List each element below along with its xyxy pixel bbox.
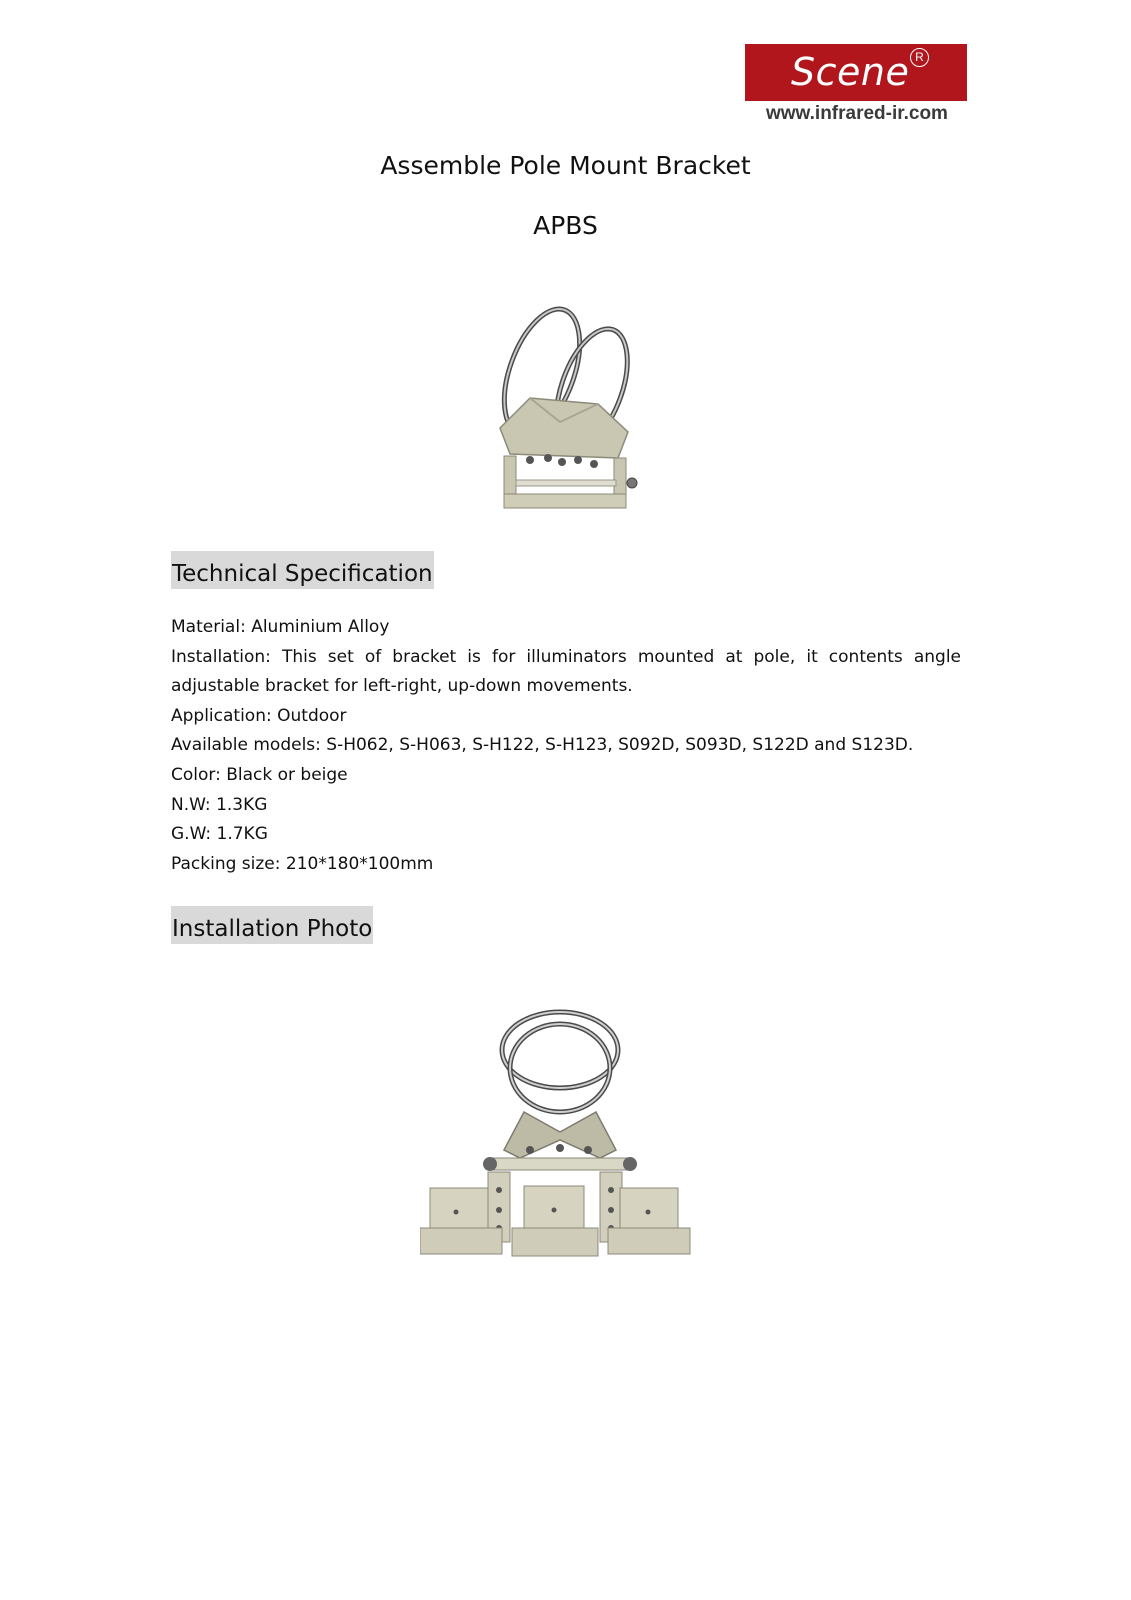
page-title: Assemble Pole Mount Bracket xyxy=(380,151,751,180)
model-name: APBS xyxy=(533,211,598,240)
spec-application: Application: Outdoor xyxy=(171,705,347,726)
spec-gross-weight: G.W: 1.7KG xyxy=(171,824,268,845)
website-link[interactable]: www.infrared-ir.com xyxy=(766,103,948,124)
spec-color: Color: Black or beige xyxy=(171,764,348,785)
pole-mount-bracket-photo xyxy=(490,300,660,525)
installation-photo-heading: Installation Photo xyxy=(171,906,373,944)
technical-specification-heading: Technical Specification xyxy=(171,551,434,589)
spec-material: Material: Aluminium Alloy xyxy=(171,617,390,637)
spec-available-models: Available models: S-H062, S-H063, S-H122, S-H123, S092D, S093D, S122D and S123D. xyxy=(171,735,914,756)
specification-list xyxy=(171,613,961,879)
installation-photo xyxy=(420,1000,700,1280)
spec-net-weight: N.W: 1.3KG xyxy=(171,794,268,815)
spec-installation: Installation: This set of bracket is for illuminators mounted at pole, it contents angle adjustable bracket for left-right, up-down movements. xyxy=(171,646,961,697)
spec-packing-size: Packing size: 210*180*100mm xyxy=(171,853,434,874)
brand-logo xyxy=(745,44,967,101)
logo-text: Scene xyxy=(791,50,910,94)
registered-mark-icon: R xyxy=(910,48,929,67)
